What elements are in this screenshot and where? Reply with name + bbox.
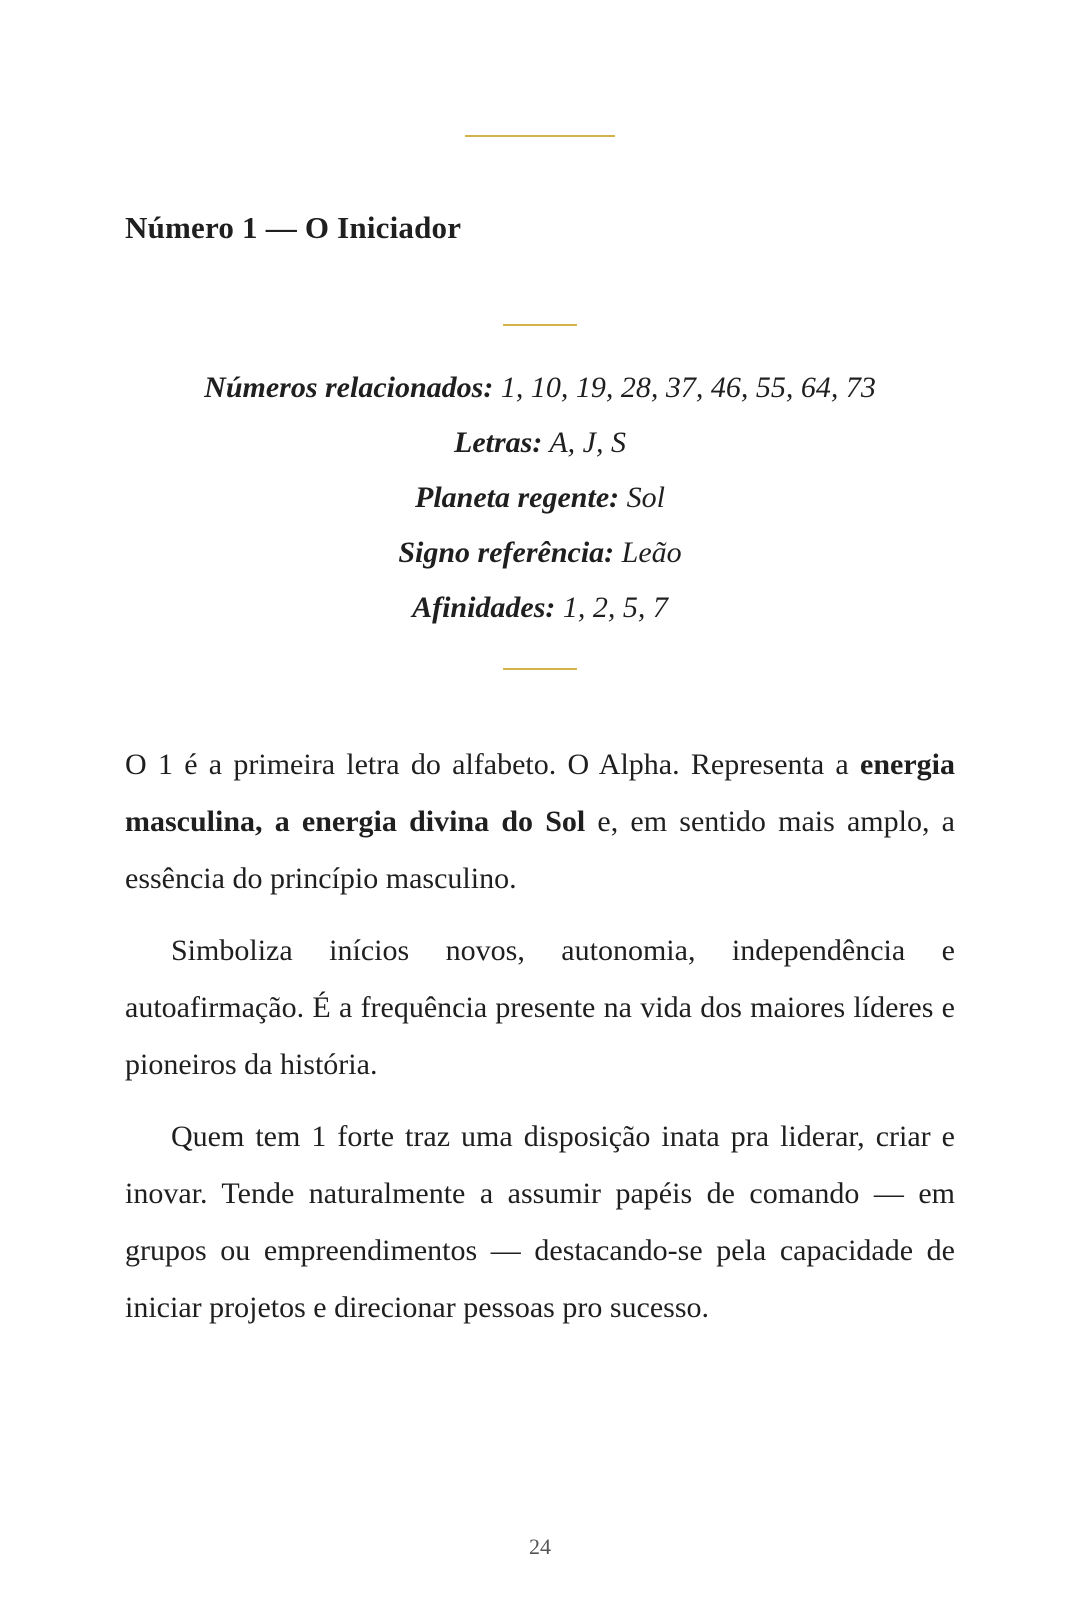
page-number: 24: [529, 1534, 551, 1559]
affinities-line: [0, 580, 1080, 635]
reference-sign-value: Leão: [614, 536, 682, 569]
ruling-planet-value: Sol: [619, 481, 665, 514]
attributes-block: [0, 360, 1080, 635]
related-numbers-line: [0, 360, 1080, 415]
paragraph-1-emphasis: energia masculina, a energia divina do Sol: [125, 748, 955, 838]
paragraph-3: Quem tem 1 forte traz uma disposição inata pra liderar, criar e inovar. Tende naturalmente a assumir papéis de comando — em grupos ou empreendimentos — destacando-se pela capacidade de iniciar projetos e direcionar pessoas pro sucesso.: [125, 1120, 955, 1324]
affinities-label: Afinidades:: [412, 591, 556, 624]
meta-divider-top: [503, 324, 577, 326]
letters-value: A, J, S: [542, 426, 626, 459]
affinities-value: 1, 2, 5, 7: [555, 591, 668, 624]
paragraph-1: [125, 736, 955, 907]
letters-line: [0, 415, 1080, 470]
reference-sign-line: [0, 525, 1080, 580]
related-numbers-label: Números relacionados:: [204, 371, 494, 404]
paragraph-2: Simboliza inícios novos, autonomia, independência e autoafirmação. É a frequência presente na vida dos maiores líderes e pioneiros da história.: [125, 934, 955, 1081]
letters-label: Letras:: [454, 426, 543, 459]
body-text: [125, 736, 955, 1351]
paragraph-1-start: O 1 é a primeira letra do alfabeto. O Alpha. Representa a: [125, 748, 861, 781]
chapter-heading: Número 1 — O Iniciador: [125, 210, 462, 245]
top-divider: [465, 135, 615, 137]
meta-divider-bottom: [503, 668, 577, 670]
reference-sign-label: Signo referência:: [398, 536, 615, 569]
ruling-planet-line: [0, 470, 1080, 525]
related-numbers-value: 1, 10, 19, 28, 37, 46, 55, 64, 73: [493, 371, 876, 404]
paragraph-1-end: e, em sentido mais amplo, a essência do princípio masculino.: [125, 805, 955, 895]
ruling-planet-label: Planeta regente:: [415, 481, 620, 514]
